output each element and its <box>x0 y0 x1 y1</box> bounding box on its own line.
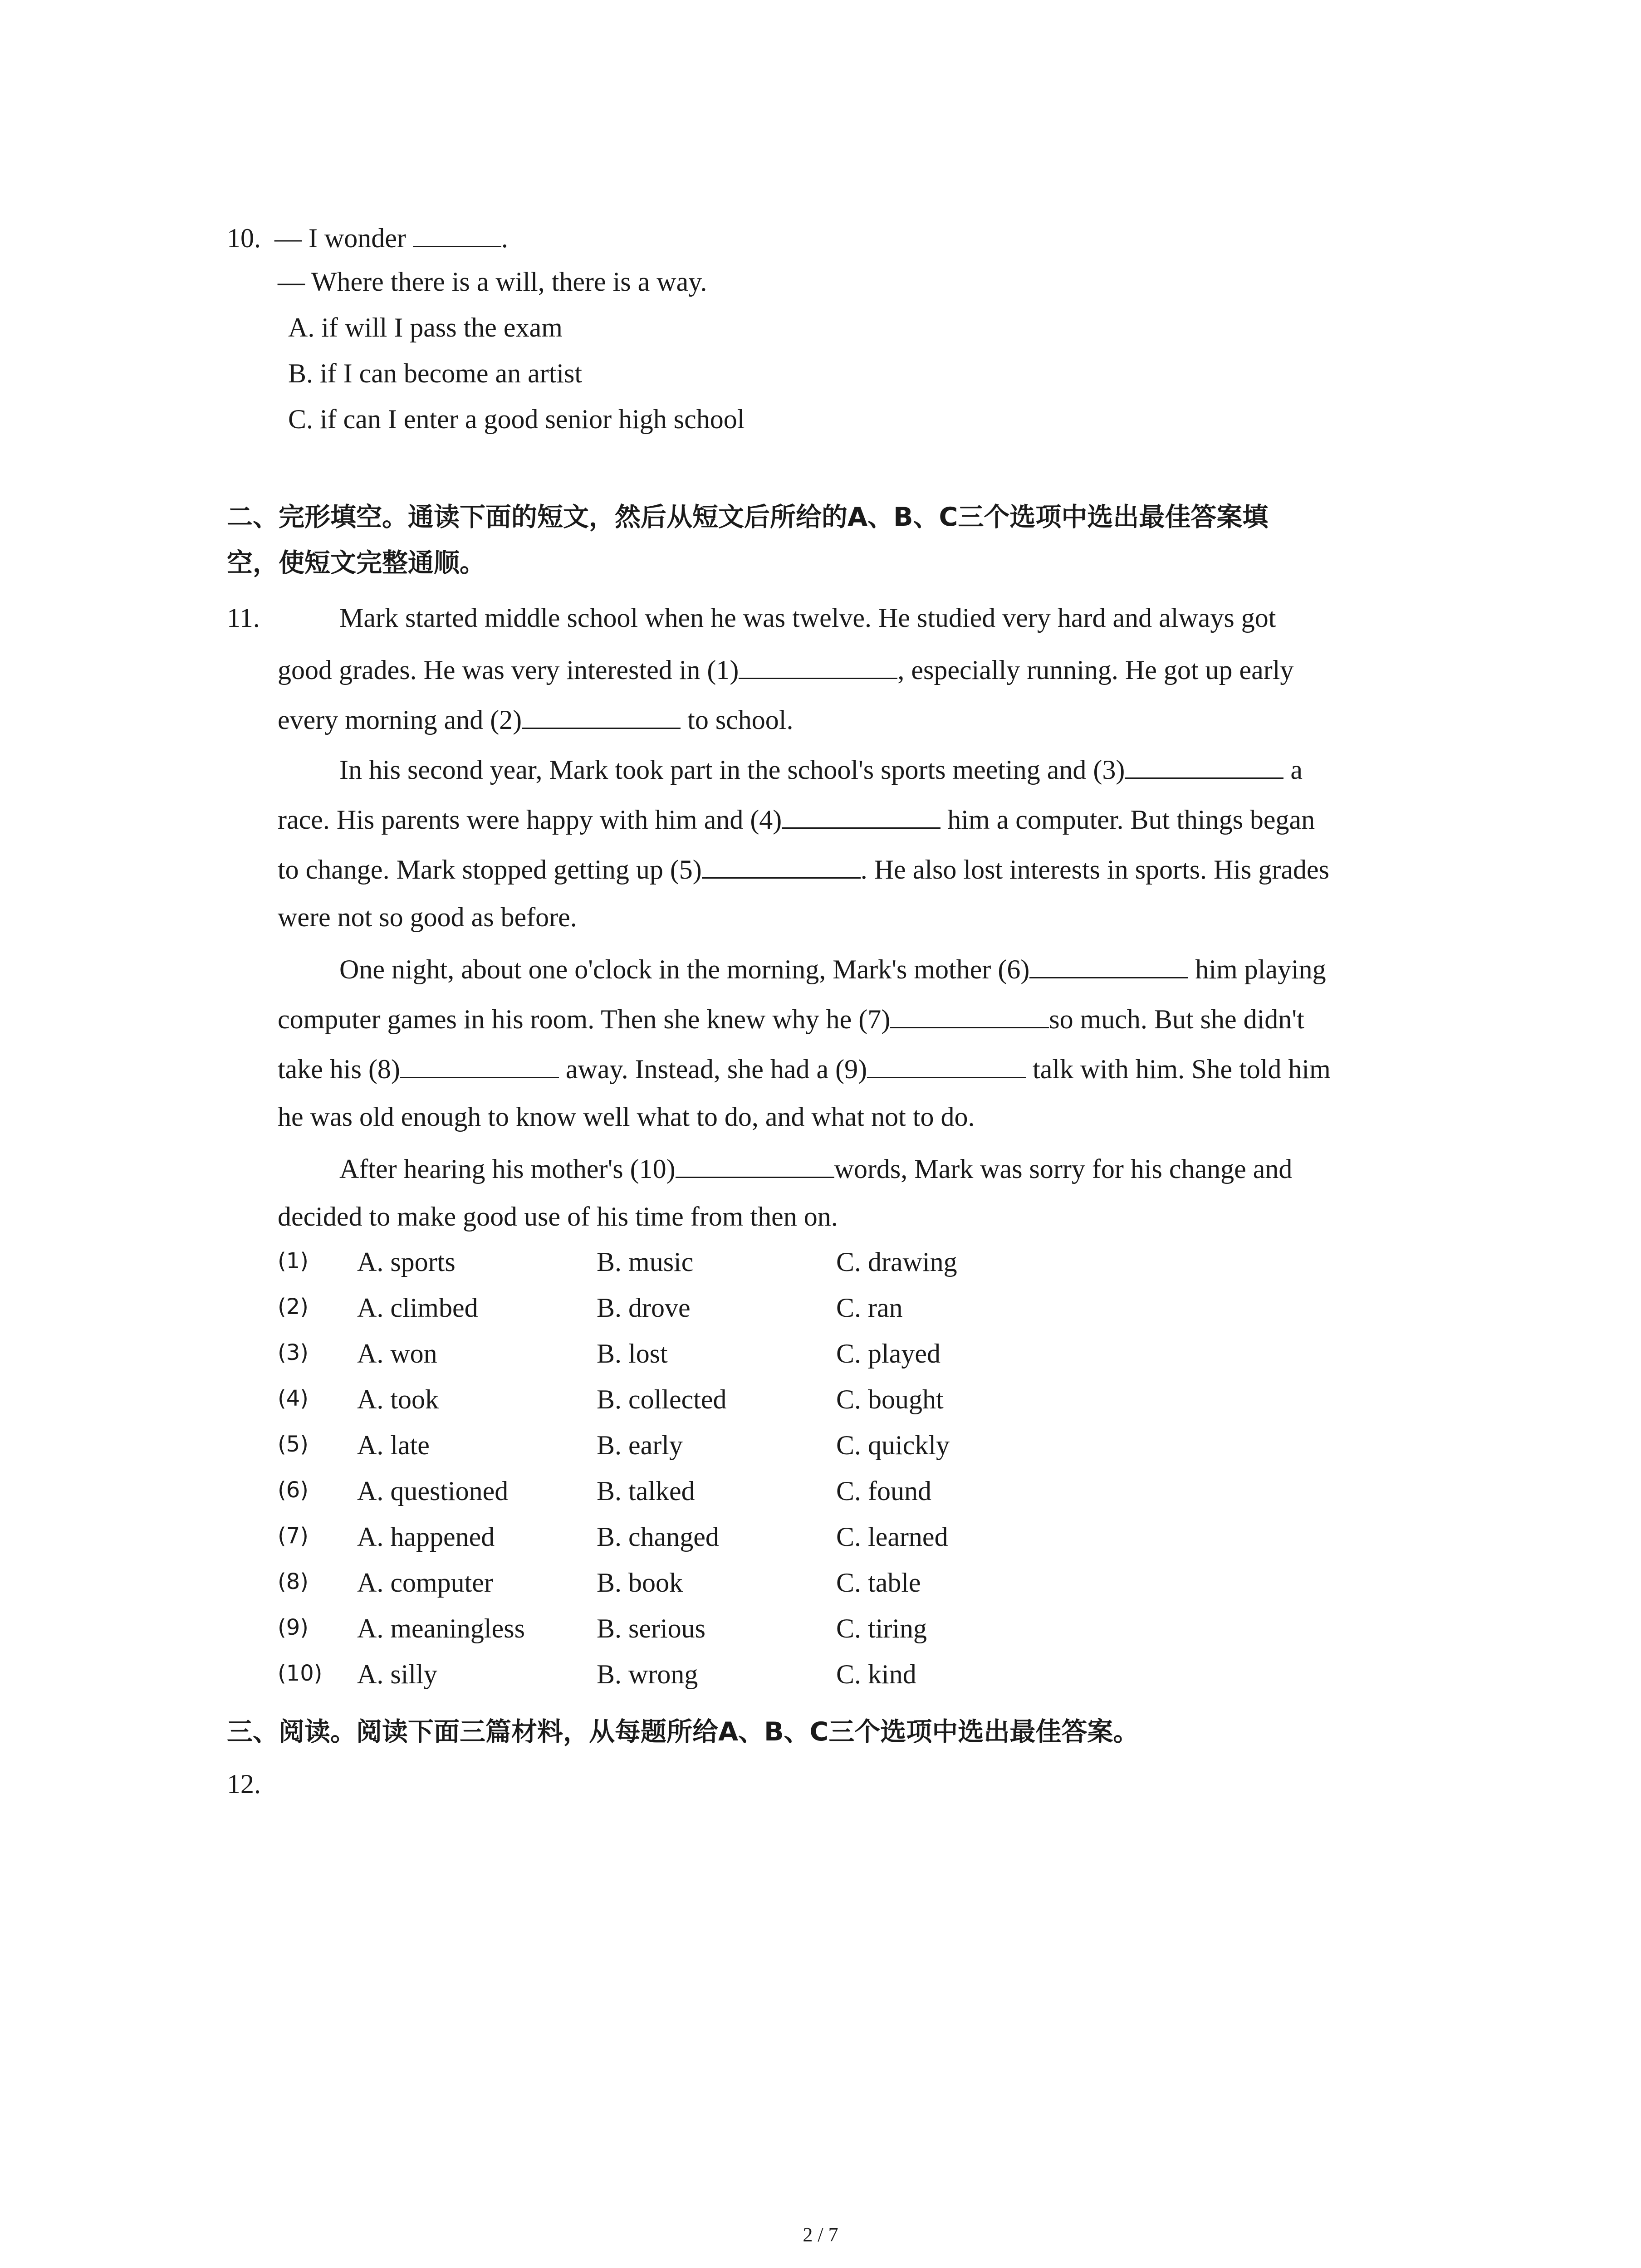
option-row-number: (5) <box>278 1432 309 1457</box>
passage-line: computer games in his room. Then she knew why he (7) so much. But she didn't <box>278 1004 1304 1034</box>
section-heading-cloze-cont: 空，使短文完整通顺。 <box>227 548 485 578</box>
option-a: A. sports <box>357 1247 456 1277</box>
cloze-blank-7 <box>890 1003 1049 1028</box>
option-c: C. found <box>836 1476 931 1506</box>
cloze-blank-10 <box>676 1153 834 1178</box>
page-number: 2 / 7 <box>803 2224 838 2246</box>
option-c: C. if can I enter a good senior high school <box>288 404 745 434</box>
option-b: B. if I can become an artist <box>288 358 583 388</box>
passage-line: take his (8) away. Instead, she had a (9) talk with him. She told him <box>278 1054 1331 1084</box>
option-a: A. late <box>357 1430 430 1460</box>
option-a: A. silly <box>357 1659 437 1689</box>
option-a: A. took <box>357 1384 439 1414</box>
passage-line: decided to make good use of his time from then on. <box>278 1202 838 1232</box>
cloze-blank-4 <box>782 804 941 829</box>
option-c: C. kind <box>836 1659 916 1689</box>
passage-line: After hearing his mother's (10) words, Mark was sorry for his change and <box>339 1154 1293 1184</box>
passage-line: race. His parents were happy with him and (4) him a computer. But things began <box>278 805 1315 835</box>
option-row-number: (7) <box>278 1523 309 1549</box>
question-number: 10. <box>227 223 261 253</box>
option-c: C. tiring <box>836 1613 927 1643</box>
option-b: B. talked <box>597 1476 695 1506</box>
option-b: B. wrong <box>597 1659 698 1689</box>
option-b: B. book <box>597 1568 683 1598</box>
option-row-number: (2) <box>278 1294 309 1320</box>
passage-line: were not so good as before. <box>278 902 577 932</box>
option-c: C. bought <box>836 1384 944 1414</box>
section-heading-cloze: 二、完形填空。通读下面的短文，然后从短文后所给的A、B、C三个选项中选出最佳答案填 <box>227 502 1269 532</box>
passage-line: every morning and (2) to school. <box>278 705 794 735</box>
option-a: A. computer <box>357 1568 493 1598</box>
option-a: A. meaningless <box>357 1613 525 1643</box>
passage-line: One night, about one o'clock in the morning, Mark's mother (6) him playing <box>339 954 1326 984</box>
option-row-number: (1) <box>278 1248 309 1274</box>
passage-line: to change. Mark stopped getting up (5) . He also lost interests in sports. His grades <box>278 855 1329 885</box>
option-row-number: (10) <box>278 1661 323 1686</box>
option-b: B. music <box>597 1247 694 1277</box>
cloze-blank-6 <box>1029 953 1188 978</box>
option-row-number: (6) <box>278 1477 309 1503</box>
option-b: B. early <box>597 1430 683 1460</box>
option-b: B. changed <box>597 1522 719 1552</box>
question-number: 11. <box>227 603 260 633</box>
cloze-blank-8 <box>400 1053 559 1078</box>
question-10-stem: 10. — I wonder . <box>227 223 508 253</box>
cloze-blank-5 <box>702 854 861 879</box>
option-c: C. played <box>836 1339 941 1369</box>
option-b: B. lost <box>597 1339 668 1369</box>
question-10-reply: — Where there is a will, there is a way. <box>278 267 707 297</box>
option-c: C. quickly <box>836 1430 950 1460</box>
option-c: C. learned <box>836 1522 948 1552</box>
cloze-blank-2 <box>522 704 681 729</box>
cloze-blank-3 <box>1125 754 1283 779</box>
section-heading-reading: 三、阅读。阅读下面三篇材料，从每题所给A、B、C三个选项中选出最佳答案。 <box>227 1717 1139 1747</box>
question-number: 12. <box>227 1769 261 1799</box>
passage-line: he was old enough to know well what to do, and what not to do. <box>278 1102 975 1132</box>
option-row-number: (8) <box>278 1569 309 1594</box>
option-a: A. happened <box>357 1522 495 1552</box>
option-row-number: (9) <box>278 1615 309 1640</box>
passage-line: Mark started middle school when he was twelve. He studied very hard and always got <box>339 603 1276 633</box>
option-a: A. if will I pass the exam <box>288 313 563 342</box>
option-a: A. won <box>357 1339 437 1369</box>
passage-line: In his second year, Mark took part in the school's sports meeting and (3) a <box>339 755 1303 785</box>
option-row-number: (4) <box>278 1386 309 1411</box>
option-b: B. serious <box>597 1613 705 1643</box>
cloze-blank-1 <box>739 654 897 679</box>
option-c: C. drawing <box>836 1247 957 1277</box>
option-c: C. ran <box>836 1293 903 1323</box>
option-b: B. drove <box>597 1293 691 1323</box>
cloze-blank-9 <box>867 1053 1026 1078</box>
answer-blank <box>413 222 501 247</box>
option-row-number: (3) <box>278 1340 309 1365</box>
option-a: A. questioned <box>357 1476 509 1506</box>
passage-line: good grades. He was very interested in (1) , especially running. He got up early <box>278 655 1294 685</box>
option-b: B. collected <box>597 1384 727 1414</box>
option-a: A. climbed <box>357 1293 478 1323</box>
option-c: C. table <box>836 1568 921 1598</box>
